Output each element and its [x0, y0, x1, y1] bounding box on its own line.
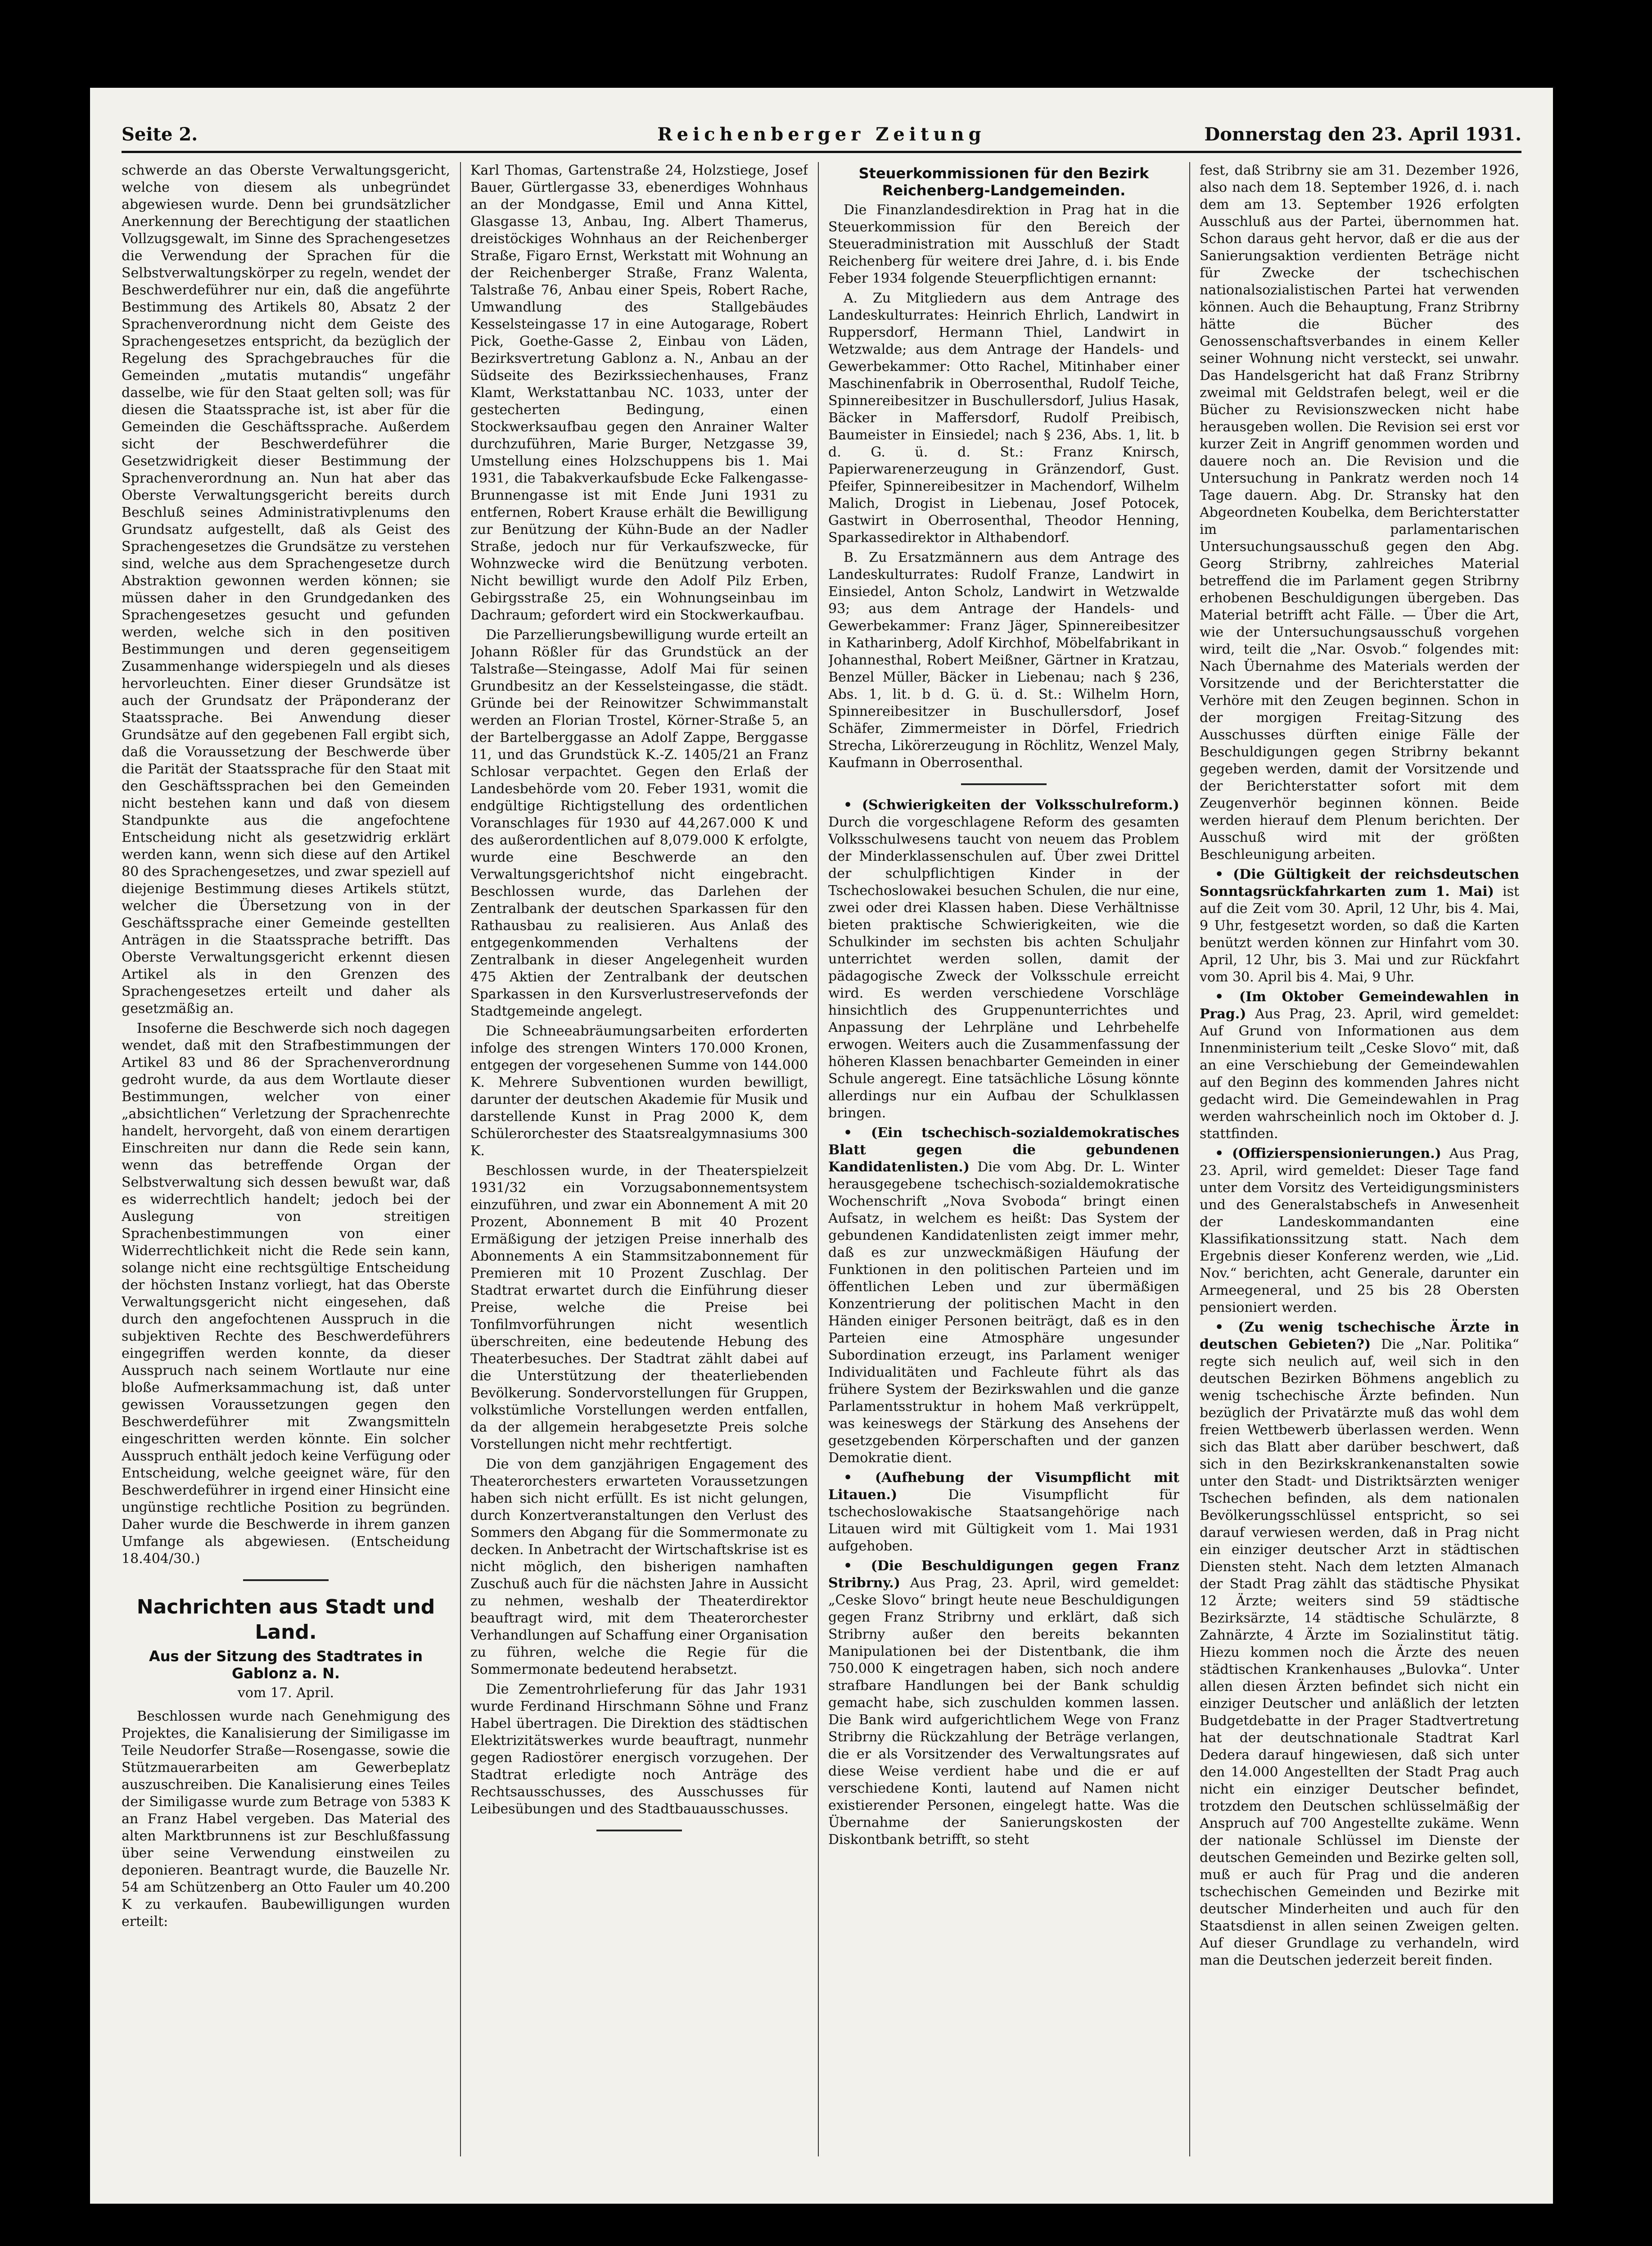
paragraph: Die von dem ganzjährigen Engagement des Theaterorchesters erwarteten Voraussetzungen haben sich nicht erfüllt. Es ist nicht gelungen, durch Konzertveranstaltungen den Verlust des Sommers den Abgang für die Sommermonate zu decken. In Anbetracht der Wirtschaftskrise ist es nicht möglich, den bisherigen namhaften Zuschuß auch für die nächsten Jahre in Aussicht zu nehmen, weshalb der Theaterdirektor beauftragt wird, mit dem Theaterorchester Verhandlungen auf Schaffung einer Organisation zu führen, welche die Regie für die Sommermonate bedeutend herabsetzt.: [470, 1456, 808, 1677]
column-rule: [1189, 162, 1190, 2156]
divider: [596, 1830, 682, 1831]
section-title: Nachrichten aus Stadt und Land.: [136, 1595, 435, 1644]
column-rule: [818, 162, 819, 2156]
item-title: • (Im Oktober Gemeindewahlen in Prag.): [1200, 989, 1519, 1022]
subsection-title: Aus der Sitzung des Stadtrates in Gablonz a. N.: [149, 1648, 423, 1682]
item-title: • (Schwierigkeiten der Volksschulreform.): [844, 797, 1179, 813]
paragraph: B. Zu Ersatzmännern aus dem Antrage des Landeskulturrates: Rudolf Franze, Landwirt in Einsiedel, Anton Scholz, Landwirt in Wetzwalde 93; aus dem Antrage der Handels- und Gewerbekammer: Franz Jäger, Spinnereibesitzer in Katharinberg, Adolf Kirchhof, Möbelfabrikant in Johannesthal, Robert Meißner, Gärtner in Kratzau, Benzel Müller, Bäcker in Liebenau; nach § 236, Abs. 1, lit. b d. G. ü. d. St.: Wilhelm Horn, Spinnereibesitzer in Buschullersdorf, Josef Schäfer, Zimmermeister in Dörfel, Friedrich Strecha, Likörerzeugung in Röchlitz, Wenzel Maly, Kaufmann in Oberrosenthal.: [828, 550, 1179, 771]
paragraph: Die Schneeabräumungsarbeiten erforderten infolge des strengen Winters 170.000 Kronen, entgegen der vorgesehenen Summe von 144.000 K. Mehrere Subventionen wurden bewilligt, darunter der deutschen Akademie für Musik und darstellende Kunst in Prag 2000 K, dem Schülerorchester des Staatsrealgymnasiums 300 K.: [470, 1023, 808, 1159]
column-2: [470, 162, 808, 2170]
column-rule: [460, 162, 461, 2156]
article-title: Steuerkommissionen für den Bezirk Reichenberg-Landgemeinden.: [858, 165, 1149, 199]
item-text: Die vom Abg. Dr. L. Winter herausgegebene tschechisch-sozialdemokratische Wochenschrift „Nova Svoboda“ bringt einen Aufsatz, in welchem es heißt: Das System der gebundenen Kandidatenlisten zeigt immer mehr, daß es zur unzweckmäßigen Häufung der Funktionen in den politischen Parteien und im öffentlichen Leben und zur übermäßigen Konzentrierung der politischen Macht in den Händen einiger Personen beiträgt, daß es in den Parteien eine Atmosphäre ungesunder Subordination erzeugt, ins Parlament weniger Individualitäten und Fachleute führt als das frühere System der Bezirkswahlen und die ganze Parlamentsstruktur in hohem Maß verkrüppelt, was keineswegs der Stärkung des Ansehens der gesetzgebenden Körperschaften und der ganzen Demokratie dient.: [828, 1159, 1179, 1466]
item-title: • (Zu wenig tschechische Ärzte in deutschen Gebieten?): [1200, 1320, 1519, 1352]
item-text: ist auf die Zeit vom 30. April, 12 Uhr, bis 4. Mai, 9 Uhr, festgesetzt worden, so daß die Karten benützt werden können zur Hinfahrt vom 30. April, 12 Uhr, bis 3. Mai und zur Rückfahrt vom 30. April bis 4. Mai, 9 Uhr.: [1200, 884, 1519, 985]
item-title: • (Ein tschechisch-sozialdemokratisches Blatt gegen die gebundenen Kandidatenlisten.): [828, 1125, 1179, 1175]
item-text: Aus Prag, 23. April, wird gemeldet: „Ceske Slovo“ bringt heute neue Beschuldigungen gegen Franz Stribrny und erklärt, daß sich Stribrny außer den bereits bekannten Manipulationen bei der Distentbank, die ihm 750.000 K eingetragen haben, sich noch andere strafbare Handlungen bei der Bank schuldig gemacht habe, sich zuschulden kommen lassen. Die Bank wird aufgerichtlichem Wege von Franz Stribrny die Rückzahlung der Beträge verlangen, die er als Vorsitzender des Verwaltungsrates auf diese Weise verdient habe und die er auf verschiedene Konti, lautend auf Namen nicht existierender Personen, eingelegt hatte. Was die Übernahme der Sanierungskosten der Diskontbank betrifft, so steht: [828, 1575, 1179, 1848]
item-text: Durch die vorgeschlagene Reform des gesamten Volksschulwesens taucht von neuem das Problem der Minderklassenschulen auf. Über zwei Drittel der schulpflichtigen Kinder in der Tschechoslowakei besuchen Schulen, die nur eine, zwei oder drei Klassen haben. Diese Verhältnisse bieten praktische Schwierigkeiten, wie die Schulkinder im sechsten bis achten Schuljahr unterrichtet werden sollen, damit der pädagogische Zweck der Volksschule erreicht wird. Es werden verschiedene Vorschläge hinsichtlich des Gruppenunterrichtes und Anpassung der Lehrpläne und Lehrbehelfe erwogen. Weiters auch die Zusammenfassung der höheren Klassen benachbarter Gemeinden in einer Schule angeregt. Eine tatsächliche Lösung könnte allerdings nur ein Aufbau der Schulklassen bringen.: [828, 814, 1179, 1121]
issue-date: Donnerstag den 23. April 1931.: [1204, 124, 1521, 145]
item-text: Die „Nar. Politika“ regte sich neulich auf, weil sich in den deutschen Bezirken Böhmens angeblich zu wenig tschechische Ärzte befinden. Nun bezüglich der Privatärzte muß das wohl dem freien Wettbewerb überlassen werden. Wenn sich das Blatt aber darüber beschwert, daß sich in den Bezirkskrankenanstalten sowie unter den Stadt- und Distriktsärzten weniger Tschechen befinden, als dem nationalen Bevölkerungsschlüssel entspricht, so sei darauf verwiesen werden, daß in Prag nicht ein einziger deutscher Arzt in städtischen Diensten steht. Nach dem letzten Almanach der Stadt Prag zählt das städtische Physikat 12 Ärzte; weiters sind 59 städtische Bezirksärzte, 14 städtische Schulärzte, 8 Zahnärzte, 4 Ärzte im Sozialinstitut tätig. Hiezu kommen noch die Ärzte des neuen städtischen Krankenhauses „Bulovka“. Unter allen diesen Ärzten befindet sich nicht ein einziger Deutscher und anläßlich der letzten Budgetdebatte in der Prager Stadtvertretung hat der deutschnationale Stadtrat Karl Dedera darauf hingewiesen, daß sich unter den 14.000 Angestellten der Stadt Prag auch nicht ein einziger Deutscher befindet, trotzdem den Deutschen schlüsselmäßig der Anspruch auf 700 Angestellte zukäme. Wenn der nationale Schlüssel im Dienste der deutschen Gemeinden und Bezirke gelten soll, muß er auch für Prag und die anderen tschechischen Gemeinden und Bezirke mit deutscher Minderheiten und auch für den Staatsdienst in allen seinen Zweigen gelten. Auf dieser Grundlage zu verhandeln, wird man die Deutschen jederzeit bereit finden.: [1200, 1337, 1519, 1968]
newspaper-page: [90, 88, 1553, 2204]
item-text: Aus Prag, 23. April, wird gemeldet: Auf Grund von Informationen aus dem Innenministerium teilt „Ceske Slovo“ mit, daß an eine Verschiebung der Gemeindewahlen auf den Beginn des kommenden Jahres nicht gedacht wird. Die Gemeindewahlen in Prag werden wahrscheinlich noch im Oktober d. J. stattfinden.: [1200, 1006, 1519, 1142]
divider: [961, 783, 1047, 785]
paragraph: Die Zementrohrlieferung für das Jahr 1931 wurde Ferdinand Hirschmann Söhne und Franz Habel übertragen. Die Direktion des städtischen Elektrizitätswerkes wurde beauftragt, nunmehr gegen Radiostörer energisch vorzugehen. Der Stadtrat erledigte noch Anträge des Rechtsausschusses, des Ausschusses für Leibesübungen und des Stadtbauausschusses.: [470, 1681, 808, 1817]
masthead: Reichenberger Zeitung: [657, 124, 986, 145]
item-title: • (Die Beschuldigungen gegen Franz Stribrny.): [828, 1558, 1179, 1591]
paragraph: Insoferne die Beschwerde sich noch dagegen wendet, daß mit den Strafbestimmungen der Artikel 83 und 86 der Sprachenverordnung gedroht wurde, da aus dem Wortlaute dieser Bestimmungen, welcher von einer „absichtlichen“ Verletzung der Sprachenrechte handelt, hervorgeht, daß von einem derartigen Einschreiten nur dann die Rede sein kann, wenn das betreffende Organ der Selbstverwaltung sich dessen bewußt war, daß es widerrechtlich handelt; jedoch bei der Auslegung von streitigen Sprachenbestimmungen von einer Widerrechtlichkeit nicht die Rede sein kann, solange nicht eine rechtsgültige Entscheidung der höchsten Instanz vorliegt, hat das Oberste Verwaltungsgericht nicht eingesehen, daß durch den angefochtenen Ausspruch in die subjektiven Rechte des Beschwerdeführers eingegriffen werden konnte, da dieser Ausspruch nach seinem Wortlaute nur eine bloße Aufmerksammachung ist, daß unter gewissen Voraussetzungen gegen den Beschwerdeführer mit Zwangsmitteln eingeschritten werden könnte. Ein solcher Ausspruch enthält jedoch keine Verfügung oder Entscheidung, welche geeignet wäre, für den Beschwerdeführer in irgend einer Hinsicht eine ungünstige rechtliche Position zu begründen. Daher wurde die Beschwerde in ihrem ganzen Umfange als abgewiesen. (Entscheidung 18.404/30.): [122, 1021, 450, 1567]
item-title: • (Aufhebung der Visumpflicht mit Litauen.): [828, 1470, 1179, 1503]
paragraph: Die Parzellierungsbewilligung wurde erteilt an Johann Rößler für das Grundstück an der Talstraße—Steingasse, Adolf Mai für seinen Grundbesitz an der Kesselsteingasse, die städt. Gründe bei der Reinowitzer Schwimmanstalt werden an Florian Trostel, Körner-Straße 5, an der Bartelberggasse an Adolf Zappe, Berggasse 11, und das Grundstück K.-Z. 1405/21 an Franz Schlosar verpachtet. Gegen den Erlaß der Landesbehörde vom 20. Feber 1931, womit die endgültige Richtigstellung des ordentlichen Voranschlages für 1930 auf 44,267.000 K und des außerordentlichen auf 8,079.000 K erfolgte, wurde eine Beschwerde an den Verwaltungsgerichtshof nicht eingebracht. Beschlossen wurde, das Darlehen der Zentralbank der deutschen Sparkassen für den Rathausbau zu realisieren. Aus Anlaß des entgegenkommenden Verhaltens der Zentralbank in dieser Angelegenheit wurden 475 Aktien der Zentralbank der deutschen Sparkassen in den Kursverlustreservefonds der Stadtgemeinde angelegt.: [470, 627, 808, 1019]
paragraph: Beschlossen wurde nach Genehmigung des Projektes, die Kanalisierung der Similigasse im Teile Neudorfer Straße—Rosengasse, sowie die Stützmauerarbeiten am Gewerbeplatz auszuschreiben. Die Kanalisierung eines Teiles der Similigasse wurde zum Betrage von 5383 K an Franz Habel vergeben. Das Material des alten Marktbrunnens ist zur Beschlußfassung über seine Verwendung einstweilen zu deponieren. Beantragt wurde, die Bauzelle Nr. 54 am Schützenberg an Otto Fauler um 40.200 K zu verkaufen. Baubewilligungen wurden erteilt:: [122, 1708, 450, 1930]
item-text: Aus Prag, 23. April, wird gemeldet: Dieser Tage fand unter dem Vorsitz des Verteidigungsministers und des Generalstabschefs in Anwesenheit der Landeskommandanten eine Klassifikationssitzung statt. Nach dem Ergebnis dieser Konferenz werden, wie „Lid. Nov.“ berichten, acht Generale, darunter ein Armeegeneral, und 25 bis 28 Obersten pensioniert werden.: [1200, 1146, 1519, 1315]
paragraph: fest, daß Stribrny sie am 31. Dezember 1926, also nach dem 18. September 1926, d. i. nach dem am 13. September 1926 erfolgten Ausschluß aus der Partei, übernommen hat. Schon daraus geht hervor, daß er die aus der Sanierungsaktion verdienten Beträge nicht für Zwecke der tschechischen nationalsozialistischen Partei hat verwenden können. Auch die Behauptung, Franz Stribrny hätte die Bücher des Genossenschaftsverbandes in einem Keller seiner Wohnung nicht versteckt, sei unwahr. Das Handelsgericht hat daß Franz Stribrny zweimal mit Geldstrafen belegt, weil er die Bücher zu Revisionszwecken nicht habe herausgeben wollen. Die Revision sei erst vor kurzer Zeit in Angriff genommen worden und dauere noch an. Die Revision und die Untersuchung in Pankratz werden noch 14 Tage dauern. Abg. Dr. Stransky hat den Abgeordneten Koubelka, dem Berichterstatter im parlamentarischen Untersuchungsausschuß gegen den Abg. Georg Stribrny, zahlreiches Material betreffend die im Parlament gegen Stribrny erhobenen Beschuldigungen übergeben. Das Material betrifft acht Fälle. — Über die Art, wie der Untersuchungsausschuß vorgehen wird, teilt die „Nar. Osvob.“ folgendes mit: Nach Übernahme des Materials werden der Vorsitzende und der Berichterstatter die Verhöre mit den Zeugen beginnen. Schon in der morgigen Freitag-Sitzung des Ausschusses dürften einige Fälle der Beschuldigungen gegen Stribrny bekannt gegeben werden, damit der Vorsitzende und der Berichterstatter sofort mit dem Zeugenverhör beginnen können. Beide werden hierauf dem Plenum berichten. Der Ausschuß wird mit der größten Beschleunigung arbeiten.: [1200, 163, 1519, 863]
column-3: [828, 162, 1179, 2170]
paragraph: Die Finanzlandesdirektion in Prag hat in die Steuerkommission für den Bereich der Steueradministration mit Ausschluß der Stadt Reichenberg für weitere drei Jahre, d. i. bis Ende Feber 1934 folgende Steuerpflichtigen ernannt:: [828, 202, 1179, 286]
paragraph: Karl Thomas, Gartenstraße 24, Holzstiege, Josef Bauer, Gürtlergasse 33, ebenerdiges Wohnhaus an der Mondgasse, Emil und Anna Kittel, Glasgasse 13, Anbau, Ing. Albert Thamerus, dreistöckiges Wohnhaus an der Reichenberger Straße, Figaro Ernst, Werkstatt mit Wohnung an der Reichenberger Straße, Franz Walenta, Talstraße 76, Anbau einer Speis, Robert Rache, Umwandlung des Stallgebäudes Kesselsteingasse 17 in eine Autogarage, Robert Pick, Goethe-Gasse 2, Einbau von Läden, Bezirksvertretung Gablonz a. N., Anbau an der Südseite des Bezirkssiechenhauses, Franz Klamt, Werkstattanbau NC. 1033, unter der gestecherten Bedingung, einen Stockwerksaufbau gegen den Anrainer Walter durchzuführen, Marie Burger, Netzgasse 39, Umstellung eines Holzschuppens bis 1. Mai 1931, die Tabakverkaufsbude Ecke Falkengasse-Brunnengasse ist mit Ende Juni 1931 zu entfernen, Robert Krause erhält die Bewilligung zur Benützung der Kühn-Bude an der Nadler Straße, jedoch nur für Verkaufszwecke, für Wohnzwecke wird die Benützung verboten. Nicht bewilligt wurde den Adolf Pilz Erben, Gebirgsstraße 25, ein Wohnungseinbau im Dachraum; gefordert wird ein Stockwerkaufbau.: [470, 163, 808, 623]
item-text: Die Visumpflicht für tschechoslowakische Staatsangehörige nach Litauen wird mit Gültigkeit vom 1. Mai 1931 aufgehoben.: [828, 1487, 1179, 1554]
subsection-date: vom 17. April.: [237, 1685, 334, 1701]
paragraph: schwerde an das Oberste Verwaltungsgericht, welche von diesem als unbegründet abgewiesen wurde. Denn bei grundsätzlicher Anerkennung der Berechtigung der staatlichen Vollzugsgewalt, im Sinne des Sprachengesetzes die Verwendung der Sprachen für die Selbstverwaltungskörper zu regeln, wendet der Beschwerdeführer nur ein, daß die angeführte Bestimmung des Artikels 80, Absatz 2 der Sprachenverordnung nicht dem Geiste des Sprachengesetzes entspricht, da bezüglich der Regelung des Sprachgebrauches für die Gemeinden „mutatis mutandis“ ungefähr dasselbe, wie für den Staat gelten soll; was für diesen die Staatssprache ist, ist aber für die Gemeinden die Geschäftssprache. Außerdem sicht der Beschwerdeführer die Gesetzwidrigkeit dieser Bestimmung der Sprachenverordnung an. Nun hat aber das Oberste Verwaltungsgericht bereits durch Beschluß seines Administrativplenums den Grundsatz aufgestellt, daß als Geist des Sprachengesetzes die Grundsätze zu verstehen sind, welche aus dem Sprachengesetze durch Abstraktion gewonnen werden können; sie müssen daher in den Grundgedanken des Sprachengesetzes gesucht und gefunden werden, welche sich in den positiven Bestimmungen und deren gegenseitigem Zusammenhange widerspiegeln und als dieses hervorleuchten. Einer dieser Grundsätze ist auch der Grundsatz der Präponderanz der Staatssprache. Bei Anwendung dieser Grundsätze auf den gegebenen Fall ergibt sich, daß die Voraussetzung der Beschwerde über die Parität der Staatssprache für den Staat mit den Geschäftssprachen bei den Gemeinden nicht bestehen kann und daß von diesem Standpunkte aus die angefochtene Entscheidung nicht als gesetzwidrig erklärt werden kann, wenn sich diese auf den Artikel 80 des Sprachengesetzes, und zwar speziell auf diejenige Bestimmung dieses Artikels stützt, welcher die Übersetzung von in der Geschäftssprache einer Gemeinde gestellten Anträgen in die Staatssprache betrifft. Das Oberste Verwaltungsgericht erkennt diesen Artikel als in den Grenzen des Sprachengesetzes erteilt und daher als gesetzmäßig an.: [122, 163, 450, 1017]
page-header: [122, 119, 1521, 153]
item-title: • (Offizierspensionierungen.): [1215, 1146, 1441, 1161]
column-4: [1200, 162, 1519, 2170]
column-1: [122, 162, 450, 2170]
paragraph: Beschlossen wurde, in der Theaterspielzeit 1931/32 ein Vorzugsabonnementsystem einzuführen, und zwar ein Abonnement A mit 20 Prozent, Abonnement B mit 40 Prozent Ermäßigung der jetzigen Preise innerhalb des Abonnements A ein Stammsitzabonnement für Premieren mit 10 Prozent Zuschlag. Der Stadtrat erwartet durch die Einführung dieser Preise, welche die Preise bei Tonfilmvorführungen nicht wesentlich überschreiten, eine bedeutende Hebung des Theaterbesuches. Der Stadtrat zählt dabei auf die Unterstützung der theaterliebenden Bevölkerung. Sondervorstellungen für Gruppen, volkstümliche Vorstellungen werden entfallen, da der allgemein herabgesetzte Preis solche Vorstellungen nicht mehr rechtfertigt.: [470, 1163, 808, 1452]
page-number: Seite 2.: [122, 124, 198, 145]
divider: [243, 1579, 329, 1581]
item-title: • (Die Gültigkeit der reichsdeutschen Sonntagsrückfahrkarten zum 1. Mai): [1200, 867, 1519, 899]
paragraph: A. Zu Mitgliedern aus dem Antrage des Landeskulturrates: Heinrich Ehrlich, Landwirt in Ruppersdorf, Hermann Thiel, Landwirt in Wetzwalde; aus dem Antrage der Handels- und Gewerbekammer: Otto Rachel, Mitinhaber einer Maschinenfabrik in Oberrosenthal, Rudolf Teiche, Spinnereibesitzer in Buschullersdorf, Julius Hasak, Bäcker in Maffersdorf, Rudolf Preibisch, Baumeister in Einsiedel; nach § 236, Abs. 1, lit. b d. G. ü. d. St.: Franz Knirsch, Papierwarenerzeugung in Gränzendorf, Gust. Pfeifer, Spinnereibesitzer in Machendorf, Wilhelm Malich, Drogist in Liebenau, Josef Potocek, Gastwirt in Oberrosenthal, Theodor Henning, Sparkassedirektor in Althabendorf.: [828, 290, 1179, 546]
